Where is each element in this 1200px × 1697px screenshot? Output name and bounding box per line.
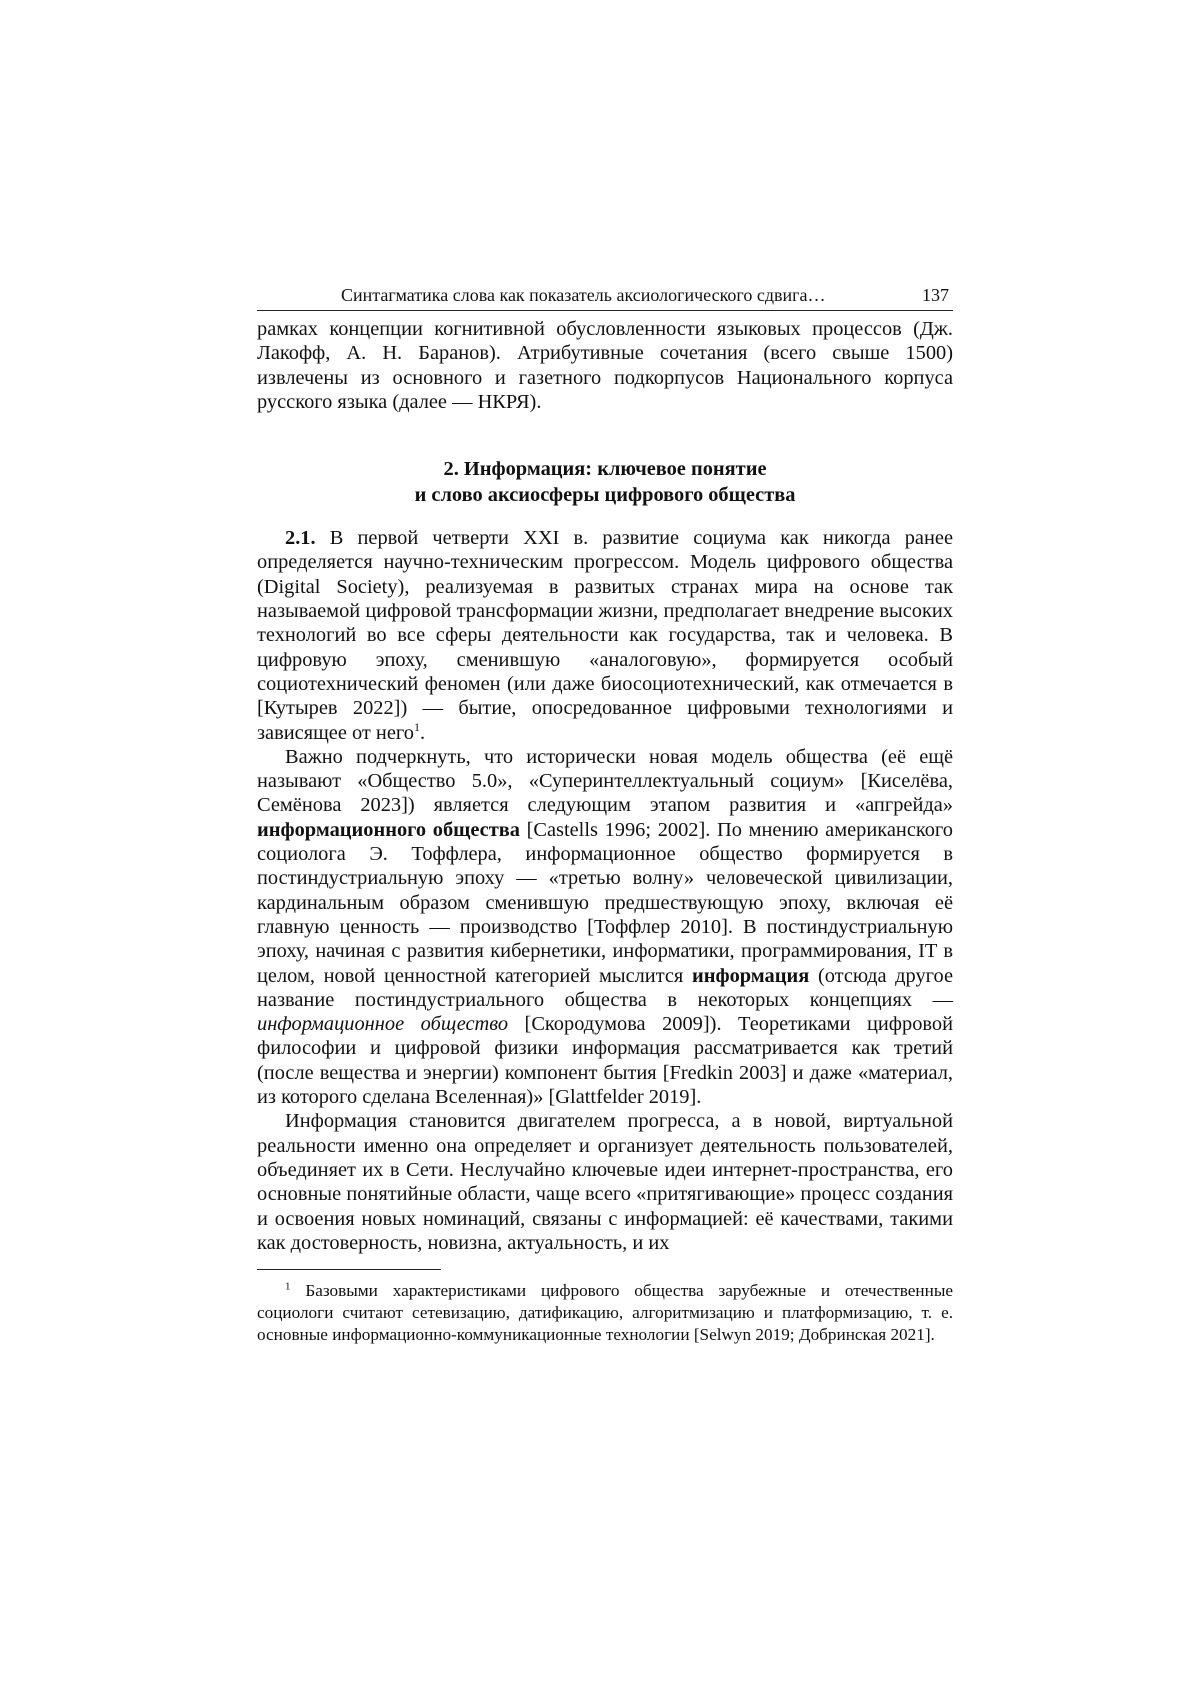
bold-term-information: информация [691,964,810,987]
footnote-reference[interactable]: 1 [413,719,420,734]
footnote-divider [257,1269,441,1270]
document-page [257,284,953,1346]
bold-term-information-society: информационного общества [257,818,520,841]
paragraph-2-1-end: . [419,721,426,744]
running-head [257,284,953,311]
body-text [257,317,953,1255]
running-head-title: Синтагматика слова как показатель аксиологического сдвига… [341,285,826,305]
section-heading-line-1: 2. Информация: ключевое понятие [443,458,767,481]
paragraph-information-society [257,745,953,1109]
paragraph-text-part: (отсюда другое название постиндустриального общества в некоторых концепциях — [257,964,953,1011]
paragraph-2-1 [257,526,953,745]
paragraph-text-part: Важно подчеркнуть, что исторически новая модель общества (её ещё называют «Общество 5.0», «Суперинтеллектуальный социум» [Киселёва, Семёнова 2023]) является следующим этапом развития и «апгрейда» [257,745,953,817]
footnote [257,1280,953,1346]
subsection-number: 2.1. [285,527,316,550]
paragraph-text-part: [Castells 1996; 2002]. По мнению американского социолога Э. Тоффлера, информационное общество формируется в постиндустриальную эпоху — «третью волну» человеческой цивилизации, кардинальным образом сменившую предшествующую эпоху, включая её главную ценность — производство [Тоффлер 2010]. В постиндустриальную эпоху, начиная с развития кибернетики, информатики, программирования, IT в целом, новой ценностной категорией мыслится [257,818,953,987]
footnote-text: Базовыми характеристиками цифрового общества зарубежные и отечественные социологи считают сетевизацию, датификацию, алгоритмизацию и платформизацию, т. е. основные информационно-коммуникационные технологии [Selwyn 2019; Добринская 2021]. [257,1281,953,1345]
section-heading-line-2: и слово аксиосферы цифрового общества [414,484,796,507]
footnote-marker: 1 [285,1280,291,1293]
section-heading [257,456,953,508]
paragraph-information-progress: Информация становится двигателем прогресса, а в новой, виртуальной реальности именно она определяет и организует деятельность пользователей, объединяет их в Сети. Неслучайно ключевые идеи интернет-пространства, его основные понятийные области, чаще всего «притягивающие» процесс создания и освоения новых номинаций, связаны с информацией: её качествами, такими как достоверность, новизна, актуальность, и их [257,1110,953,1254]
italic-term: информационное общество [257,1013,509,1036]
paragraph-2-1-text: В первой четверти XXI в. развитие социума как никогда ранее определяется научно-техническим прогрессом. Модель цифрового общества (Digital Society), реализуемая в развитых странах мира на основе так называемой цифровой трансформации жизни, предполагает внедрение высоких технологий во все сферы деятельности как государства, так и человека. В цифровую эпоху, сменившую «аналоговую», формируется особый социотехнический феномен (или даже биосоциотехнический, как отмечается в [Кутырев 2022]) — бытие, опосредованное цифровыми технологиями и зависящее от него [257,527,953,744]
paragraph-text-part: [Скородумова 2009]). Теоретиками цифровой философии и цифровой физики информация рассматривается как третий (после вещества и энергии) компонент бытия [Fredkin 2003] и даже «материал, из которого сделана Вселенная)» [Glattfelder 2019]. [257,1013,953,1109]
intro-paragraph: рамках концепции когнитивной обусловленности языковых процессов (Дж. Лакофф, А. Н. Баранов). Атрибутивные сочетания (всего свыше 1500) извлечены из основного и газетного подкорпусов Национального корпуса русского языка (далее — НКРЯ). [257,318,953,413]
page-number: 137 [922,285,949,305]
